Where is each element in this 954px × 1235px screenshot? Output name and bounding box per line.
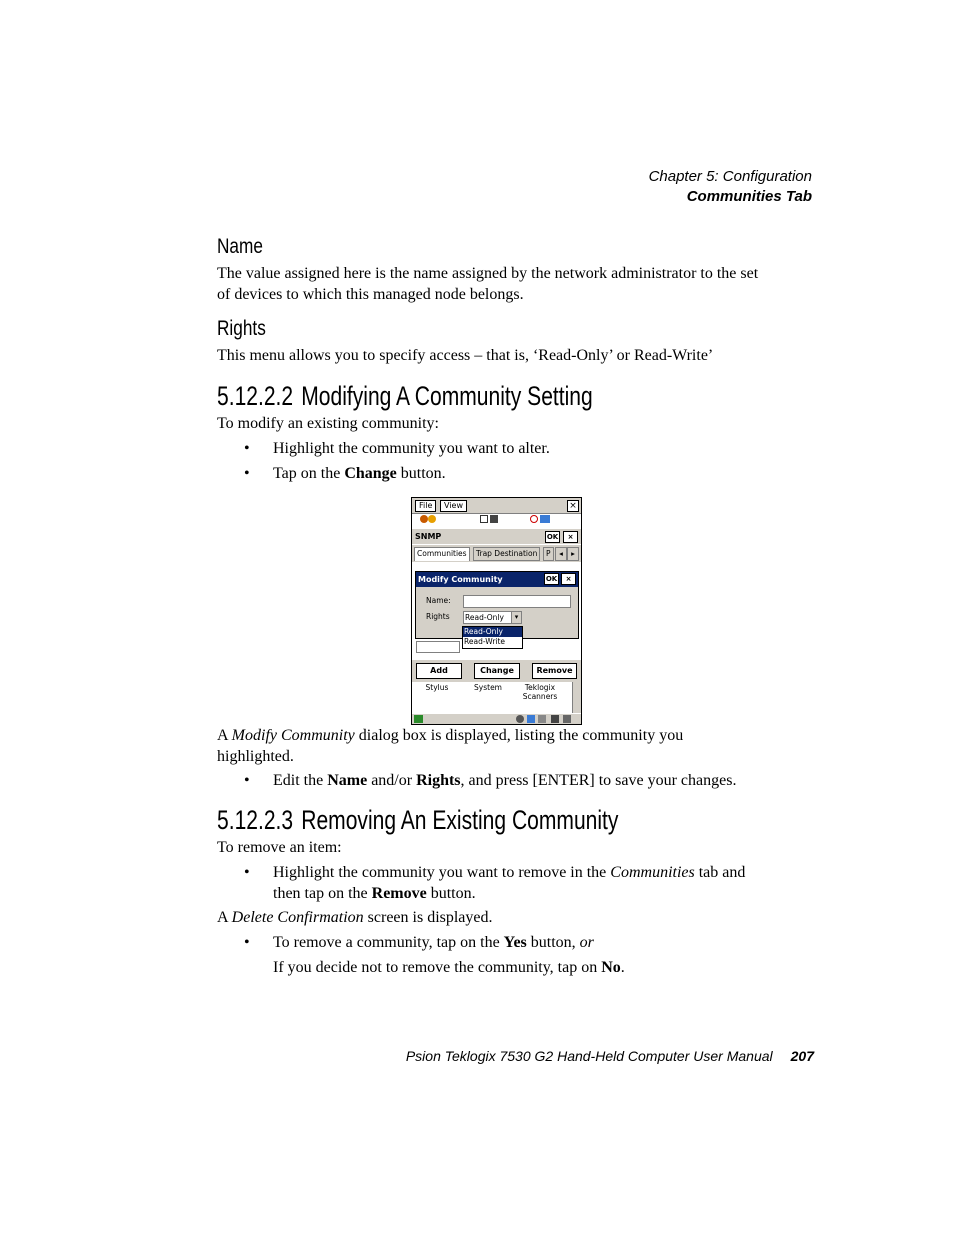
cpl-stylus[interactable]: Stylus: [425, 683, 449, 692]
text-run: then tap on the: [273, 884, 372, 902]
settings-icon: [480, 515, 488, 523]
remove-section-number: 5.12.2.3: [217, 805, 294, 835]
page-footer: [406, 1048, 814, 1064]
modify-section-number: 5.12.2.2: [217, 381, 294, 411]
network-icon: [530, 515, 538, 523]
running-header-chapter: Chapter 5: Configuration: [648, 168, 812, 185]
text-run: To remove a community, tap on the: [273, 934, 504, 951]
button-row: [412, 660, 581, 682]
option-read-write[interactable]: Read-Write: [464, 637, 506, 646]
bullet-glyph: •: [244, 772, 250, 789]
modify-community-screenshot: [411, 497, 582, 725]
dialog-title-bar: [416, 572, 578, 587]
menu-bar: [412, 498, 581, 514]
remove-section-title: Removing An Existing Community: [301, 805, 619, 835]
modify-bullet-1-text: Highlight the community you want to alter.: [273, 440, 550, 457]
cpl-system[interactable]: System: [474, 683, 502, 692]
modify-section-heading: [217, 381, 593, 412]
chevron-down-icon[interactable]: ▾: [511, 612, 521, 623]
keyboard-icon[interactable]: [563, 715, 571, 723]
close-icon[interactable]: ×: [563, 531, 578, 543]
text-run: screen is displayed.: [363, 909, 493, 926]
text-run: button.: [426, 884, 476, 902]
rights-dropdown-list: [462, 626, 523, 649]
tool-icon: [428, 515, 436, 523]
modify-intro: To modify an existing community:: [217, 415, 439, 432]
name-heading: Name: [217, 235, 263, 258]
text-run: A: [217, 909, 232, 926]
remove-indented-note: [273, 958, 793, 979]
page-number: 207: [790, 1048, 814, 1064]
bullet-glyph: •: [244, 934, 250, 951]
change-keyword: Change: [344, 465, 397, 482]
change-button[interactable]: Change: [474, 663, 520, 679]
tab-bar: [412, 545, 581, 562]
dialog-ok-button[interactable]: OK: [545, 575, 558, 583]
rights-paragraph: This menu allows you to specify access – that is, ‘Read-Only’ or Read-Write’: [217, 347, 714, 364]
tab-scroll-right-icon[interactable]: ▸: [567, 547, 579, 561]
option-read-only[interactable]: Read-Only: [463, 627, 522, 637]
text-run: Tap on the: [273, 465, 345, 482]
taskbar: [412, 713, 581, 724]
status-icon: [551, 715, 559, 723]
dialog-title: Modify Community: [418, 575, 503, 584]
text-run: Highlight the community you want to remove in the: [273, 864, 611, 881]
name-field[interactable]: [463, 595, 571, 608]
name-label: Name:: [426, 596, 451, 605]
snmp-title: SNMP: [415, 532, 442, 541]
text-run: If you decide not to remove the community, tap on: [273, 959, 602, 976]
bullet-glyph: •: [244, 465, 250, 482]
remove-section-heading: [217, 805, 618, 836]
tab-scroll-left-icon[interactable]: ◂: [555, 547, 567, 561]
modify-bullet-1: [244, 439, 774, 460]
storage-icon: [490, 515, 498, 523]
status-icon: [527, 715, 535, 723]
rights-select[interactable]: [463, 611, 522, 624]
dialog-close-icon[interactable]: ×: [561, 573, 576, 585]
text-run: Edit the: [273, 772, 328, 789]
power-icon: [540, 515, 550, 523]
status-icon: [516, 715, 524, 723]
start-icon[interactable]: [414, 715, 423, 723]
modify-bullet-2: [244, 464, 774, 485]
file-menu[interactable]: File: [415, 500, 436, 512]
remove-bullet-1: [244, 863, 774, 904]
snmp-title-bar: [412, 528, 581, 544]
control-panel-items: [412, 682, 572, 708]
footer-title: Psion Teklogix 7530 G2 Hand-Held Computer User Manual: [405, 1048, 773, 1064]
name-paragraph: [217, 264, 787, 305]
modify-section-title: Modifying A Community Setting: [301, 381, 593, 411]
remove-intro: To remove an item:: [217, 839, 342, 856]
status-icon: [538, 715, 546, 723]
modify-community-term: Modify Community: [231, 727, 355, 744]
dialog-description-line-2: highlighted.: [217, 747, 294, 765]
communities-term: Communities: [610, 864, 695, 881]
or-term: or: [579, 934, 594, 951]
delete-confirmation-term: Delete Confirmation: [231, 909, 364, 926]
rights-keyword: Rights: [416, 772, 461, 789]
tab-communities[interactable]: Communities: [414, 547, 470, 561]
text-run: , and press [ENTER] to save your changes.: [460, 772, 737, 789]
view-menu[interactable]: View: [440, 500, 467, 512]
add-button[interactable]: Add: [416, 663, 462, 679]
remove-button[interactable]: Remove: [532, 663, 577, 679]
text-run: button.: [396, 465, 446, 482]
remove-keyword: Remove: [371, 884, 427, 902]
modify-bullet-3: [244, 771, 774, 792]
dialog-description: [217, 726, 787, 767]
tab-trap-destination[interactable]: Trap Destination: [473, 547, 540, 561]
remove-bullet-2-text: [244, 933, 774, 954]
delete-confirmation-line: [217, 908, 787, 929]
name-body-line-2: of devices to which this managed node belongs.: [217, 285, 524, 303]
no-keyword: No: [601, 959, 621, 976]
modify-bullet-3-text: [244, 771, 774, 792]
rights-label: Rights: [426, 612, 450, 621]
name-keyword: Name: [327, 772, 368, 789]
tab-p[interactable]: P: [543, 547, 554, 561]
community-list-row[interactable]: [416, 641, 460, 653]
ok-button[interactable]: OK: [546, 533, 559, 541]
text-run: dialog box is displayed, listing the community you: [354, 727, 684, 744]
bullet-glyph: •: [244, 864, 250, 881]
name-body-line-1: The value assigned here is the name assigned by the network administrator to the set: [217, 265, 759, 282]
rights-heading: Rights: [217, 317, 266, 340]
modify-bullet-2-text: [244, 464, 774, 485]
rights-select-value: Read-Only: [465, 613, 504, 622]
text-run: tab and: [694, 864, 746, 881]
text-run: button,: [526, 934, 580, 951]
yes-keyword: Yes: [503, 934, 527, 951]
remove-bullet-1-text: [244, 863, 774, 904]
dialog-description-line-1: [217, 726, 787, 747]
tool-icon: [420, 515, 428, 523]
control-panel-icon-row: [412, 514, 581, 526]
bullet-glyph: •: [244, 440, 250, 457]
remove-bullet-2: [244, 933, 774, 954]
text-run: .: [620, 959, 625, 976]
text-run: A: [217, 727, 232, 744]
text-run: and/or: [367, 772, 417, 789]
close-icon[interactable]: ×: [567, 500, 579, 512]
running-header-section: Communities Tab: [686, 188, 812, 205]
cpl-teklogix-scanners[interactable]: Teklogix Scanners: [522, 683, 558, 701]
vertical-scrollbar[interactable]: [572, 682, 581, 714]
